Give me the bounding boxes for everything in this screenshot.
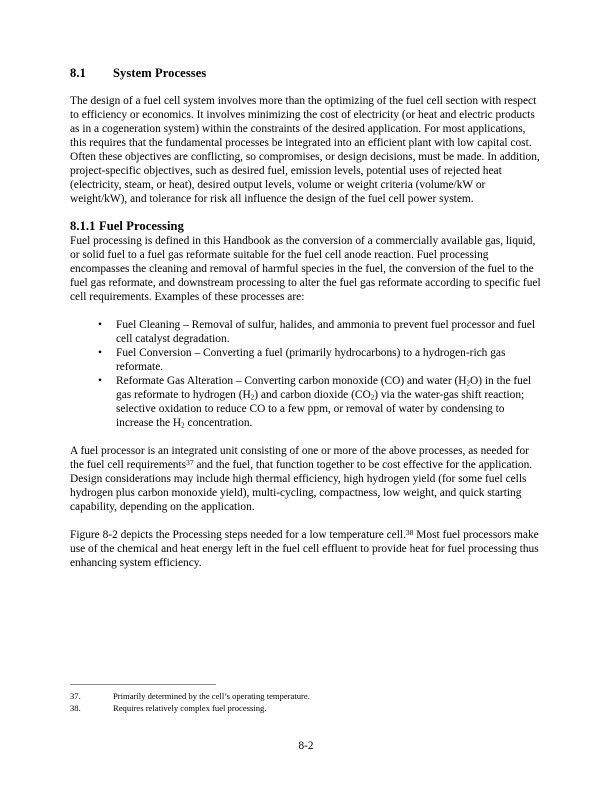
- section-heading-8-1: [70, 66, 543, 81]
- footnote-reference-37[interactable]: 37: [186, 457, 194, 467]
- footnote-number: 37.: [70, 691, 81, 701]
- subsection-title: Fuel Processing: [99, 219, 184, 233]
- spacer: [70, 81, 543, 94]
- paragraph-figure-reference: [70, 528, 543, 570]
- footnote-item: [70, 691, 543, 703]
- section-number: 8.1: [70, 66, 86, 80]
- paragraph-text-after-footnote: and the fuel, that function together to be cost effective for the application. Design considerations may include high thermal efficiency, high hydrogen yield (for some fuel cells hydrogen plus carbon monoxide yield), multi-cycling, compactness, low weight, and quick starting capability, depending on the application.: [70, 459, 533, 513]
- footnote-text: Primarily determined by the cell’s operating temperature.: [113, 691, 310, 701]
- footnote-text: Requires relatively complex fuel processing.: [113, 702, 267, 713]
- footnote-area: [70, 684, 543, 714]
- paragraph-system-processes: The design of a fuel cell system involves more than the optimizing of the fuel cell section with respect to efficiency or economics. It involves minimizing the cost of electricity (or heat and electric products as in a cogeneration system) within the constraints of the desired application. For most applications, this requires that the fundamental processes be integrated into an efficient plant with low capital cost. Often these objectives are conflicting, so compromises, or design decisions, must be made. In addition, project-specific objectives, such as desired fuel, emission levels, potential uses of rejected heat (electricity, steam, or heat), desired output levels, volume or weight criteria (volume/kW or weight/kW), and tolerance for risk all influence the design of the fuel cell power system.: [70, 95, 540, 205]
- chemical-subscript: 2: [370, 393, 375, 402]
- footnote-list: [70, 691, 543, 714]
- list-item-text: Fuel Cleaning – Removal of sulfur, halides, and ammonia to prevent fuel processor and fuel cell catalyst degradation.: [116, 319, 535, 345]
- bullet-icon: •: [98, 347, 102, 359]
- subsection-heading-8-1-1: [70, 219, 543, 234]
- footnote-number: 38.: [70, 702, 81, 713]
- chemical-subscript: 2: [466, 379, 471, 388]
- spacer: [70, 206, 543, 219]
- list-item: [70, 318, 543, 346]
- list-item: [70, 374, 543, 430]
- paragraph-text-before-footnote: Figure 8-2 depicts the Processing steps needed for a low temperature cell.: [70, 529, 406, 541]
- paragraph-fuel-processing: Fuel processing is defined in this Handbook as the conversion of a commercially available gas, liquid, or solid fuel to a fuel gas reformate suitable for the fuel cell anode reaction. Fuel processing encompasses the cleaning and removal of harmful species in the fuel, the conversion of the fuel to the fuel gas reformate, and downstream processing to alter the fuel gas reformate according to specific fuel cell requirements. Examples of these processes are:: [70, 235, 541, 303]
- footnote-separator-rule: [70, 684, 216, 685]
- process-bullet-list: [70, 318, 543, 430]
- footnote-reference-38[interactable]: 38: [405, 527, 414, 537]
- paragraph-text-after-footnote: Most fuel processors make use of the chemical and heat energy left in the fuel cell effluent to provide heat for fuel processing thus enhancing system efficiency.: [70, 529, 539, 569]
- spacer: [70, 430, 543, 444]
- paragraph-fuel-processor: [70, 444, 543, 514]
- list-item-text: Reformate Gas Alteration – Converting carbon monoxide (CO) and water $(H_2O)$ in the fuel gas reformate to hydrogen $(H_2)$ and carbon dioxide $(CO_2)$ via the water-gas shift reaction; selective oxidation to reduce CO to a few ppm, or removal of water by condensing to increase the $H_2$ concentration.: [116, 375, 532, 430]
- page-number: 8-2: [298, 740, 314, 752]
- page-content: [70, 66, 543, 570]
- chemical-subscript: 2: [250, 393, 255, 402]
- list-item-text: Fuel Conversion – Converting a fuel (primarily hydrocarbons) to a hydrogen-rich gas reformate.: [116, 347, 506, 373]
- footnote-item: [70, 703, 543, 715]
- chemical-subscript: 2: [181, 421, 185, 430]
- spacer: [70, 514, 543, 528]
- paragraph-text-before-footnote: A fuel processor is an integrated unit consisting of one or more of the above processes, as needed for the fuel cell requirements: [70, 445, 529, 471]
- list-item: [70, 346, 543, 374]
- bullet-icon: •: [98, 375, 102, 387]
- subsection-number: 8.1.1: [70, 219, 96, 233]
- section-title: System Processes: [113, 66, 207, 80]
- spacer: [70, 304, 543, 318]
- bullet-icon: •: [98, 319, 102, 331]
